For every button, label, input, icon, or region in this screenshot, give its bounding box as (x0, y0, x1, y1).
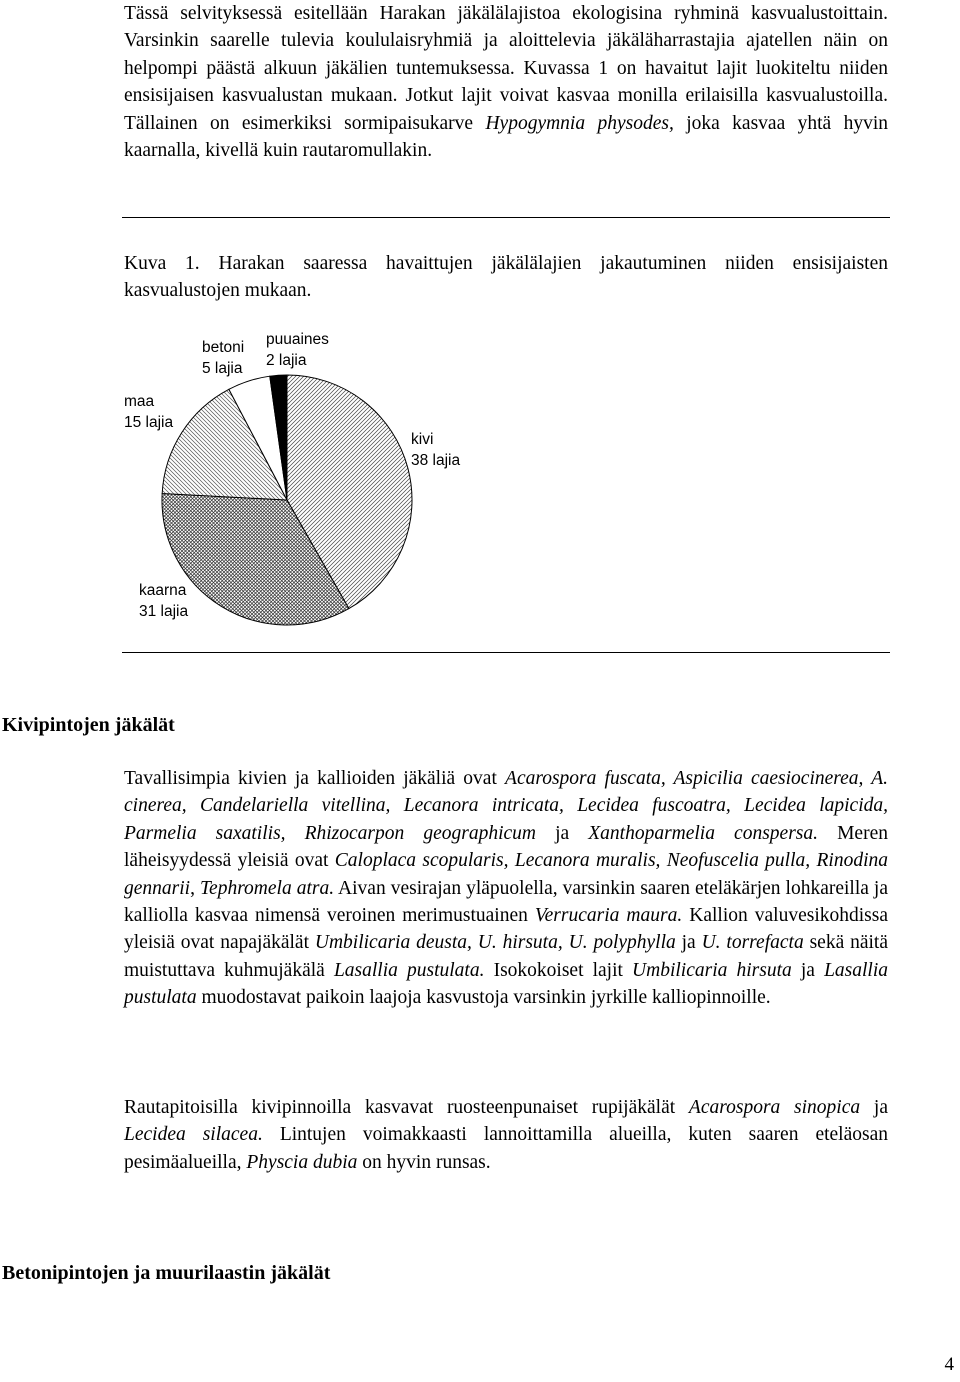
text-run: ja (536, 822, 589, 844)
species-name: Lecidea silacea. (124, 1124, 263, 1146)
text-run: ja (675, 932, 702, 954)
pie-label-kivi (411, 431, 460, 469)
species-name: Acarospora fuscata, Aspicilia caesiocinerea, A. cinerea, Candelariella vitellina, Lecanora intricata, Lecidea fuscoatra, Lecidea lapicida, Parmelia saxatilis, Rhizocarpon geographicum (124, 768, 888, 844)
section-heading-betonipinnat: Betonipintojen ja muurilaastin jäkälät (2, 1262, 331, 1284)
text-run: ja (860, 1097, 888, 1118)
pie-label-count: 31 lajia (139, 603, 189, 620)
text-run: Tavallisimpia kivien ja kallioiden jäkäliä ovat (124, 768, 506, 789)
section1-paragraph-1 (124, 765, 888, 1012)
text-run: Isokokoiset lajit (484, 959, 633, 981)
species-name: Physcia dubia (246, 1151, 358, 1173)
text-run: Kallion valuvesikohdissa yleisiä ovat napajäkälät (124, 905, 888, 954)
pie-label-count: 2 lajia (266, 352, 307, 369)
pie-label-name: puuaines (266, 331, 329, 348)
species-name: Caloplaca scopularis, Lecanora muralis, Neofuscelia pulla, Rinodina gennarii (124, 850, 888, 899)
species-name: Acarospora sinopica (688, 1097, 861, 1118)
pie-chart (0, 320, 960, 650)
intro-species: Hypogymnia physodes, (485, 112, 674, 134)
text-run: Aivan vesirajan yläpuolella, varsinkin saaren eteläkärjen lohkareilla ja kalliolla kasvaa nimensä veroinen merimustuainen (124, 877, 888, 927)
pie-label-count: 15 lajia (124, 414, 174, 431)
pie-label-name: maa (124, 393, 155, 410)
pie-label-count: 5 lajia (202, 360, 243, 377)
pie-label-maa (124, 393, 173, 431)
species-name: Umbilicaria hirsuta (632, 959, 792, 981)
species-name: Lasallia pustulata. (333, 959, 485, 981)
species-name: Verrucaria maura. (534, 905, 683, 927)
text-run: on hyvin runsas. (357, 1151, 491, 1173)
pie-label-betoni (202, 339, 244, 377)
pie-label-name: betoni (202, 339, 245, 356)
text-run: Meren läheisyydessä yleisiä ovat (124, 822, 888, 872)
figure-top-rule (122, 217, 890, 218)
species-name: Umbilicaria deusta, U. hirsuta, U. polyphylla (314, 932, 676, 954)
figure-bottom-rule (122, 652, 890, 653)
section1-paragraph-2 (124, 1094, 888, 1176)
intro-paragraph (124, 0, 888, 164)
pie-label-name: kaarna (139, 582, 187, 599)
pie-label-kaarna (139, 582, 188, 620)
pie-label-name: kivi (411, 431, 434, 448)
text-run: muodostavat paikoin laajoja kasvustoja varsinkin jyrkille kalliopinnoille. (196, 987, 771, 1009)
text-run: sekä näitä muistuttava kuhmujäkälä (124, 932, 888, 981)
species-name: Tephromela atra. (199, 877, 335, 899)
intro-text-1: Tässä selvityksessä esitellään Harakan jäkälälajistoa ekologisina ryhminä kasvualustoittain. Varsinkin saarelle tulevia koululaisryhmiä ja aloittelevia jäkäläharrastajia ajatellen näin on helpompi päästä alkuun jäkälien tuntemuksessa. Kuvassa 1 on havaitut lajit luokiteltu niiden ensisijaisen kasvualustan mukaan. Jotkut lajit voivat kasvaa monilla erilaisilla kasvualustoilla. Tällainen on esimerkiksi sormipaisukarve (124, 3, 888, 134)
figure-caption: Kuva 1. Harakan saaressa havaittujen jäkälälajien jakautuminen niiden ensisijaisten kasvualustojen mukaan. (124, 253, 888, 302)
pie-label-puuaines (266, 331, 329, 369)
intro-text-2: joka kasvaa yhtä hyvin kaarnalla, kivellä kuin rautaromullakin. (124, 112, 888, 162)
species-name: Xanthoparmelia conspersa. (588, 822, 819, 844)
page-number: 4 (944, 1354, 954, 1375)
text-run: , (190, 877, 200, 899)
text-run: Lintujen voimakkaasti lannoittamilla alueilla, kuten saaren eteläosan pesimäalueilla, (124, 1124, 888, 1173)
section-heading-kivipinnat: Kivipintojen jäkälät (2, 714, 175, 736)
species-name: Lasallia pustulata (124, 959, 889, 1009)
pie-label-count: 38 lajia (411, 452, 461, 469)
species-name: U. torrefacta (701, 932, 804, 954)
text-run: Rautapitoisilla kivipinnoilla kasvavat ruosteenpunaiset rupijäkälät (124, 1097, 689, 1118)
text-run: ja (791, 959, 825, 981)
